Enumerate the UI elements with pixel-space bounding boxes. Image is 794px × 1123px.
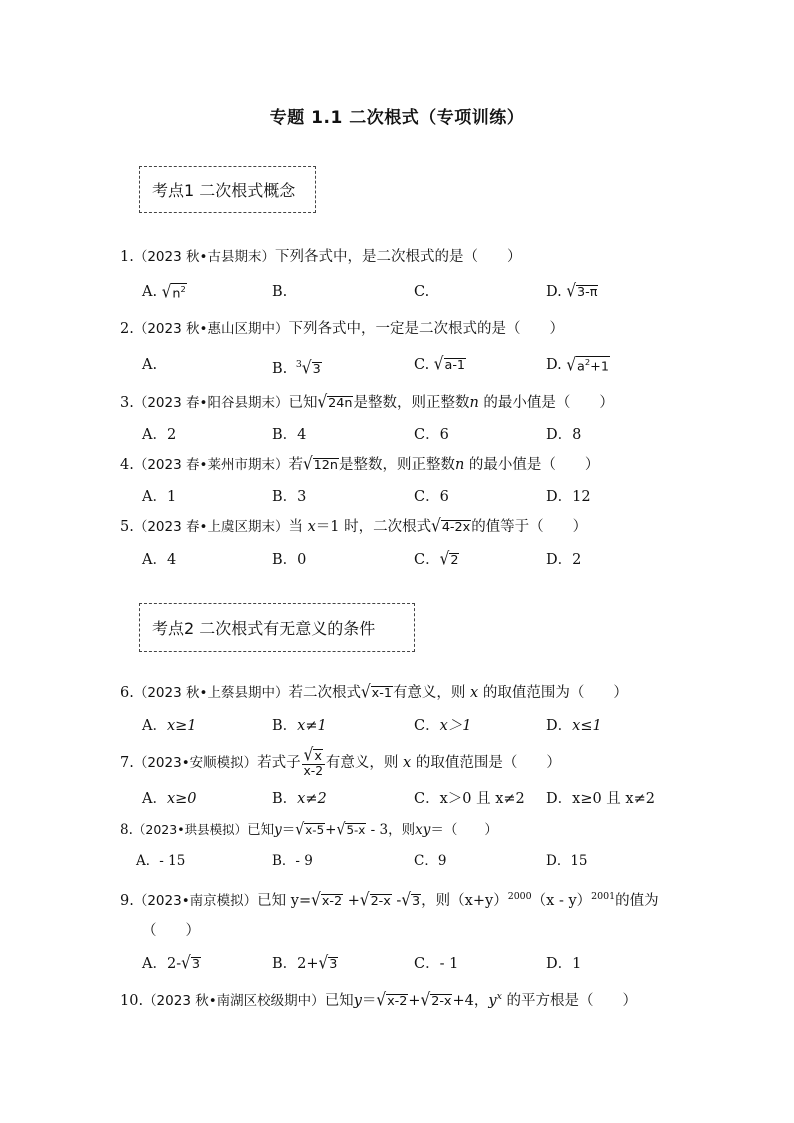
option-a: A．4 xyxy=(142,552,177,568)
options-8 xyxy=(136,851,676,875)
question-source: （2023 春•阳谷县期末） xyxy=(133,395,289,411)
option-c: C. √a-1 xyxy=(414,353,466,375)
option-d: D．8 xyxy=(546,427,582,443)
math-sqrt: √3 xyxy=(401,889,421,911)
options-3 xyxy=(142,425,662,449)
question-8: 8.（2023•珙县模拟）已知y＝√x-5+√5-x - 3，则xy＝（ ） xyxy=(120,821,498,840)
math-sqrt: √2 xyxy=(439,548,459,570)
math-sqrt: √3 xyxy=(318,952,338,974)
math-sqrt: √3-π xyxy=(566,280,598,302)
question-6: 6.（2023 秋•上蔡县期中）若二次根式√x-1有意义，则 x 的取值范围为（ ） xyxy=(120,681,628,703)
math-sqrt: √5-x xyxy=(336,821,366,840)
option-a: A．2 xyxy=(142,427,177,443)
option-c: C．6 xyxy=(414,427,449,443)
question-1: 1.（2023 秋•古县期末）下列各式中，是二次根式的是（ ） xyxy=(120,249,522,265)
math-sqrt: √x-5 xyxy=(295,821,325,840)
question-source: （2023•珙县模拟） xyxy=(132,822,248,837)
option-a: A. xyxy=(142,357,158,373)
option-c: C．x＞1 xyxy=(414,718,472,734)
option-b: B．0 xyxy=(272,552,307,568)
math-sqrt: √x-2 xyxy=(311,889,343,911)
section-header-1 xyxy=(139,166,316,213)
option-d: D. √3-π xyxy=(546,280,598,302)
option-c: C．- 1 xyxy=(414,956,459,972)
option-b: B．x≠2 xyxy=(272,791,327,807)
question-3: 3.（2023 春•阳谷县期末）已知√24n是整数，则正整数n 的最小值是（ ） xyxy=(120,391,614,413)
option-c: C．6 xyxy=(414,489,449,505)
option-b: B. $^3$√3 xyxy=(272,357,321,379)
option-a: A．- 15 xyxy=(136,853,186,869)
option-b: B．4 xyxy=(272,427,307,443)
question-10: 10.（2023 秋•南湖区校级期中）已知y＝√x-2+√2-x+4，$y^x$ 的平方根是（ ） xyxy=(120,989,637,1011)
option-b: B．2+√3 xyxy=(272,952,338,974)
math-sqrt: √2-x xyxy=(420,989,452,1011)
options-2 xyxy=(142,355,662,379)
math-sqrt: √4-2x xyxy=(431,515,471,537)
page-title: 专题 1.1 二次根式（专项训练） xyxy=(269,108,525,128)
question-5: 5.（2023 春•上虞区期末）当 x＝1 时，二次根式√4-2x的值等于（ ） xyxy=(120,515,588,537)
question-source: （2023 秋•古县期末） xyxy=(133,249,275,265)
math-sqrt: √x-1 xyxy=(360,681,392,703)
option-d: D．x≥0 且 x≠2 xyxy=(546,791,655,807)
option-a: A．1 xyxy=(142,489,177,505)
option-d: D．12 xyxy=(546,489,591,505)
math-fraction: $\frac{√x}{x-2}$ xyxy=(303,744,324,779)
option-c: C．9 xyxy=(414,853,447,869)
question-2: 2.（2023 秋•惠山区期中）下列各式中，一定是二次根式的是（ ） xyxy=(120,321,564,337)
question-source: （2023 秋•上蔡县期中） xyxy=(133,685,289,701)
question-source: （2023 春•莱州市期末） xyxy=(133,457,289,473)
math-cube-root: √3 xyxy=(301,357,321,379)
options-1 xyxy=(142,282,662,306)
options-5 xyxy=(142,550,662,574)
question-9: 9.（2023•南京模拟）已知 y=√x-2 +√2-x -√3，则$(x+y)^{2000}(x - y)^{2001}$的值为 xyxy=(120,889,659,911)
question-source: （2023•南京模拟） xyxy=(133,892,258,909)
options-7 xyxy=(142,789,682,813)
math-sqrt: √3 xyxy=(181,952,200,974)
question-source: （2023 秋•惠山区期中） xyxy=(133,321,289,337)
option-b: B．- 9 xyxy=(272,853,313,869)
option-b: B．x≠1 xyxy=(272,718,327,734)
option-d: D. $√a^2+1$ xyxy=(546,354,609,376)
options-9 xyxy=(142,954,662,978)
question-9-continuation: （ ） xyxy=(142,923,200,939)
section-header-2 xyxy=(139,603,415,652)
math-sqrt: √a-1 xyxy=(433,353,466,375)
options-4 xyxy=(142,487,662,511)
option-a: A．x≥1 xyxy=(142,718,197,734)
math-sqrt: $√a^2+1$ xyxy=(566,354,609,376)
option-c: C. xyxy=(414,284,430,300)
options-6 xyxy=(142,716,682,740)
question-7: 7.（2023•安顺模拟）若式子 $\frac{√x}{x-2}$ 有意义，则 x 的取值范围是（ ） xyxy=(120,744,561,779)
math-sqrt: √2-x xyxy=(359,889,391,911)
question-source: （2023 秋•南湖区校级期中） xyxy=(143,992,325,1009)
math-sqrt: √12n xyxy=(302,453,338,475)
option-a: A．x≥0 xyxy=(142,791,197,807)
math-sqrt: √24n xyxy=(317,391,353,413)
section-label: 考点1 二次根式概念 xyxy=(152,181,296,200)
math-sqrt: $√n^2$ xyxy=(161,281,186,303)
option-d: D．2 xyxy=(546,552,582,568)
option-b: B. xyxy=(272,284,288,300)
option-b: B．3 xyxy=(272,489,307,505)
option-d: D．x≤1 xyxy=(546,718,602,734)
option-c: C．x＞0 且 x≠2 xyxy=(414,791,525,807)
question-4: 4.（2023 春•莱州市期末）若√12n是整数，则正整数n 的最小值是（ ） xyxy=(120,453,600,475)
math-sqrt: √x-2 xyxy=(376,989,408,1011)
question-source: （2023 春•上虞区期末） xyxy=(133,519,289,535)
option-d: D．15 xyxy=(546,853,588,869)
option-a: A．2-√3 xyxy=(142,952,200,974)
question-source: （2023•安顺模拟） xyxy=(133,755,258,772)
option-d: D．1 xyxy=(546,956,582,972)
section-label: 考点2 二次根式有无意义的条件 xyxy=(152,619,376,638)
option-c: C．√2 xyxy=(414,548,459,570)
option-a: A. $√n^2$ xyxy=(142,281,186,303)
